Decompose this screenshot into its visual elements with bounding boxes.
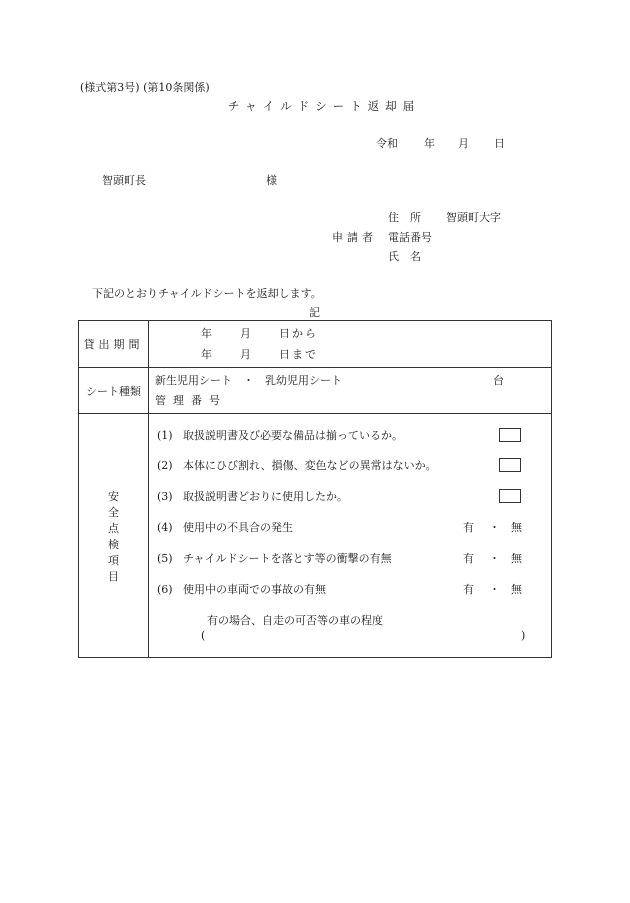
safety-item-number: (6) (157, 583, 173, 596)
accident-note: 有の場合、自走の可否等の車の程度 (207, 614, 383, 627)
form-ref: (様式第3号) (第10条関係) (80, 81, 210, 94)
no-option: 無 (511, 521, 522, 534)
safety-item-number: (1) (157, 429, 173, 442)
loan-period-from: 年 月 日から (201, 327, 318, 340)
management-number-label: 管理番号 (155, 394, 227, 407)
safety-label-char: 点 (108, 521, 119, 535)
loan-period-label: 貸出期間 (79, 321, 149, 368)
safety-item-number: (2) (157, 459, 173, 472)
no-option: 無 (511, 583, 522, 596)
safety-item-number: (4) (157, 521, 173, 534)
safety-item-text: 使用中の車両での事故の有無 (183, 583, 326, 596)
date-day: 日 (494, 137, 505, 150)
separator-dot: ・ (489, 583, 500, 596)
safety-label-char: 検 (108, 537, 119, 551)
addressee-name: 智頭町長 (102, 174, 146, 187)
seat-type-cell (149, 368, 552, 414)
applicant-label: 申請者 (332, 231, 377, 244)
seat-count-unit: 台 (493, 374, 504, 387)
safety-item-text: チャイルドシートを落とす等の衝撃の有無 (183, 552, 392, 565)
addressee-honorific: 様 (266, 174, 277, 187)
safety-row (79, 414, 552, 658)
yes-option: 有 (463, 521, 474, 534)
yes-option: 有 (463, 583, 474, 596)
safety-item-text: 取扱説明書及び必要な備品は揃っているか。 (183, 429, 403, 442)
address-value: 智頭町大字 (446, 211, 501, 224)
safety-label (79, 474, 148, 598)
form-table (78, 320, 552, 658)
separator-dot: ・ (489, 521, 500, 534)
safety-label-char: 全 (108, 505, 119, 519)
seat-type-options: 新生児用シート ・ 乳幼児用シート (155, 374, 342, 387)
date-era: 令和 (376, 137, 398, 150)
yes-option: 有 (463, 552, 474, 565)
safety-item-text: 使用中の不具合の発生 (183, 521, 293, 534)
safety-item-text: 本体にひび割れ、損傷、変色などの異常はないか。 (183, 459, 437, 472)
safety-label-char: 項 (108, 553, 119, 567)
date-month: 月 (458, 137, 469, 150)
paren-open: ( (201, 629, 206, 642)
loan-period-row (79, 321, 552, 368)
paren-close: ) (521, 629, 526, 642)
name-label: 氏 名 (388, 250, 421, 263)
check-box[interactable] (499, 458, 521, 472)
seat-type-row (79, 368, 552, 414)
page-title: チャイルドシート返却届 (228, 99, 421, 113)
safety-label-char: 目 (108, 569, 119, 583)
safety-label-char: 安 (108, 489, 119, 503)
safety-item-text: 取扱説明書どおりに使用したか。 (183, 490, 348, 503)
loan-period-to: 年 月 日まで (201, 348, 318, 361)
loan-period-cell (149, 321, 552, 368)
safety-item-number: (3) (157, 490, 173, 503)
check-box[interactable] (499, 428, 521, 442)
safety-label-cell (79, 414, 149, 658)
check-box[interactable] (499, 489, 521, 503)
safety-items-cell (149, 414, 552, 658)
safety-item-number: (5) (157, 552, 173, 565)
address-label: 住 所 (388, 211, 421, 224)
ki-marker: 記 (309, 306, 320, 319)
seat-type-label: シート種類 (79, 368, 149, 414)
no-option: 無 (511, 552, 522, 565)
intro-text: 下記のとおりチャイルドシートを返却します。 (92, 287, 322, 300)
separator-dot: ・ (489, 552, 500, 565)
phone-label: 電話番号 (388, 231, 432, 244)
date-year: 年 (424, 137, 435, 150)
